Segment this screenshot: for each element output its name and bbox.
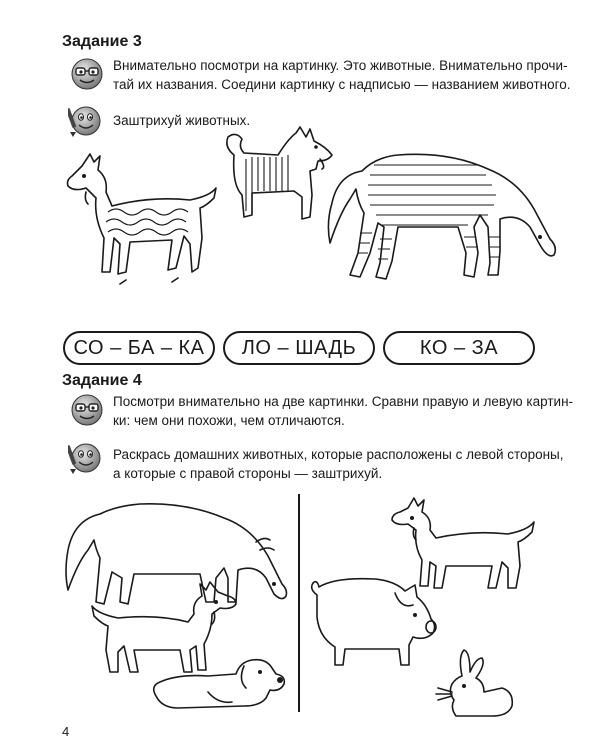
word-card-sobaka[interactable]: СО – БА – КА (63, 331, 215, 365)
pencil-smiley-icon (68, 441, 102, 475)
task3-instruction (113, 56, 583, 94)
word-card-koza[interactable]: КО – ЗА (383, 331, 535, 365)
task3-title: Задание 3 (62, 33, 142, 50)
page-number: 4 (62, 724, 70, 739)
instruction-line: Внимательно посмотри на картинку. Это животные. Внимательно прочи- (113, 58, 568, 73)
instruction-line: а которые с правой стороны — заштрихуй. (113, 466, 383, 481)
rabbit-icon (432, 648, 517, 718)
pig-icon (305, 575, 440, 670)
instruction-line: ки: чем они похожи, чем отличаются. (113, 413, 345, 428)
goat-icon (60, 148, 220, 288)
pencil-smiley-icon (68, 104, 102, 138)
dog-icon (148, 652, 288, 714)
vertical-divider (298, 494, 300, 712)
task4-title: Задание 4 (62, 372, 142, 389)
word-card-loshad[interactable]: ЛО – ШАДЬ (223, 331, 375, 365)
horse-icon (318, 143, 558, 283)
glasses-smiley-icon (70, 57, 104, 91)
instruction-line: Посмотри внимательно на две картинки. Сравни правую и левую картин- (113, 394, 574, 409)
instruction-line: Раскрась домашних животных, которые расположены с левой стороны, (113, 447, 564, 462)
task4-instruction (113, 392, 583, 430)
glasses-smiley-icon (70, 393, 104, 427)
instruction-line: тай их названия. Соедини картинку с надписью — названием животного. (113, 77, 571, 92)
task3-shade-instruction: Заштрихуй животных. (113, 113, 251, 128)
task4-color-instruction (113, 445, 583, 483)
